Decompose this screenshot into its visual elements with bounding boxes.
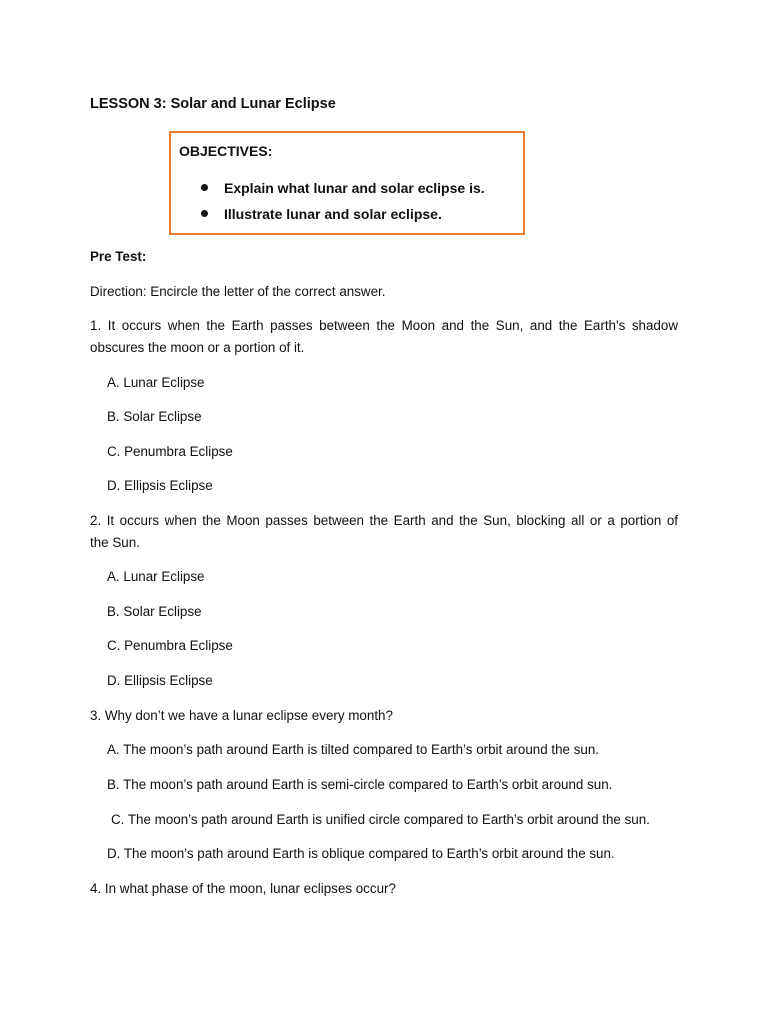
pretest-label: Pre Test:: [90, 249, 147, 264]
q1-option-d: D. Ellipsis Eclipse: [107, 478, 213, 493]
q3-option-c: C. The moon’s path around Earth is unified circle compared to Earth’s orbit around the sun.: [111, 812, 650, 827]
objective-item: [171, 178, 485, 204]
q3-option-a: A. The moon’s path around Earth is tilted compared to Earth’s orbit around the sun.: [107, 742, 600, 757]
q1-option-b: B. Solar Eclipse: [107, 409, 202, 424]
objectives-heading: OBJECTIVES:: [179, 143, 273, 159]
objective-text: Explain what lunar and solar eclipse is.: [224, 180, 485, 196]
bullet-icon: [201, 210, 208, 217]
q2-option-b: B. Solar Eclipse: [107, 604, 202, 619]
q2-option-a: A. Lunar Eclipse: [107, 569, 205, 584]
question-3: 3. Why don’t we have a lunar eclipse every month?: [90, 708, 393, 723]
question-2-line1: 2. It occurs when the Moon passes between the Earth and the Sun, blocking all or a portion of: [90, 513, 678, 528]
q2-option-c: C. Penumbra Eclipse: [107, 638, 233, 653]
q3-option-d: D. The moon’s path around Earth is oblique compared to Earth’s orbit around the sun.: [107, 846, 615, 861]
q3-option-b: B. The moon’s path around Earth is semi-circle compared to Earth’s orbit around sun.: [107, 777, 613, 792]
bullet-icon: [201, 184, 208, 191]
question-1: [90, 315, 678, 359]
q1-option-c: C. Penumbra Eclipse: [107, 444, 233, 459]
q2-option-d: D. Ellipsis Eclipse: [107, 673, 213, 688]
q1-option-a: A. Lunar Eclipse: [107, 375, 205, 390]
question-4: 4. In what phase of the moon, lunar eclipses occur?: [90, 881, 396, 896]
objectives-box: [169, 131, 525, 235]
question-2: [90, 510, 678, 554]
objective-text: Illustrate lunar and solar eclipse.: [224, 206, 442, 222]
direction-text: Direction: Encircle the letter of the correct answer.: [90, 284, 386, 299]
lesson-title: LESSON 3: Solar and Lunar Eclipse: [90, 96, 336, 112]
objectives-list: [171, 178, 485, 230]
question-2-line2: the Sun.: [90, 535, 140, 550]
question-1-line2: obscures the moon or a portion of it.: [90, 340, 305, 355]
question-1-line1: 1. It occurs when the Earth passes between the Moon and the Sun, and the Earth's shadow: [90, 318, 678, 333]
objective-item: [171, 204, 485, 230]
